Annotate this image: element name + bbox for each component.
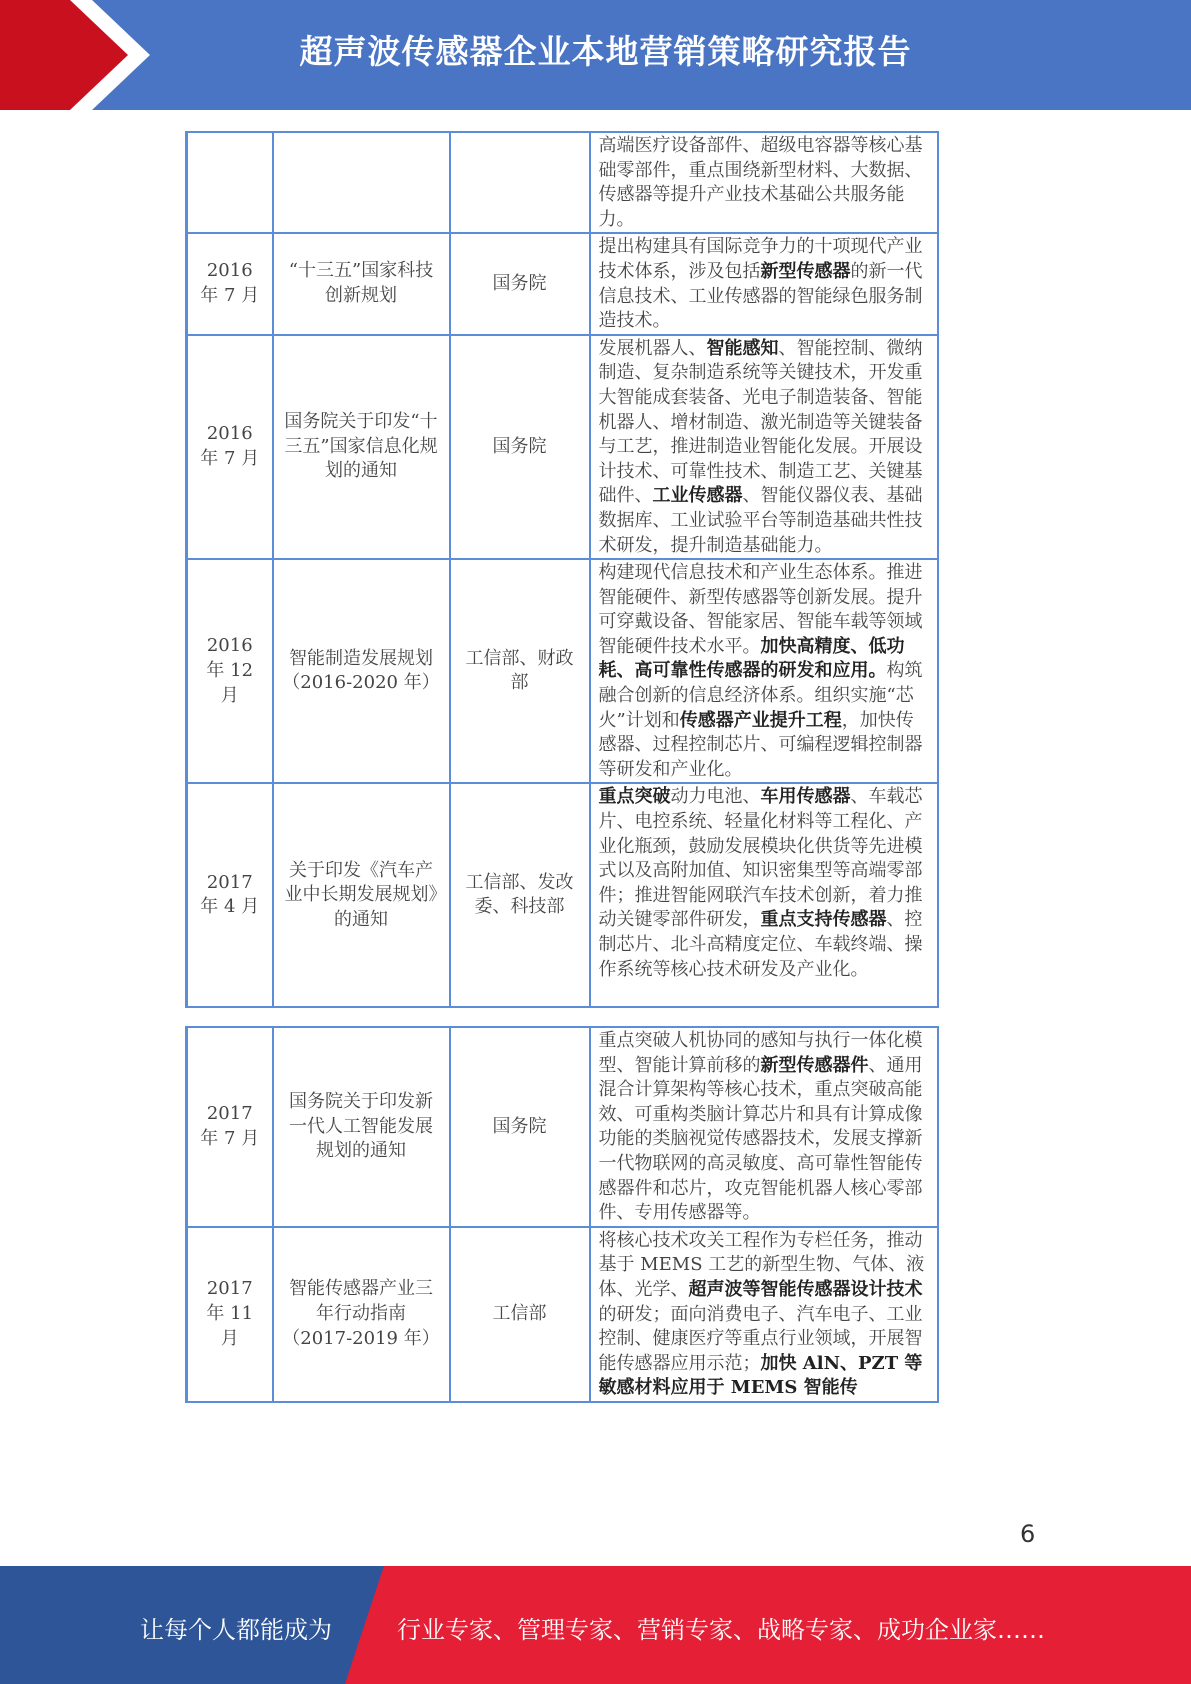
issuing-dept-cell: 国务院 (450, 335, 590, 559)
policy-name-cell: 智能传感器产业三年行动指南（2017-2019 年） (273, 1227, 450, 1402)
content-emphasis: 新型传感器件 (760, 1054, 869, 1076)
content-emphasis: 新型传感器 (760, 260, 851, 282)
content-text: 、通用混合计算架构等核心技术，重点突破高能效、可重构类脑计算芯片和具有计算成像功能的类脑视觉传感器技术，发展支撑新一代物联网的高灵敏度、高可靠性智能传感器件和芯片，攻克智能机器人核心零部件、专用传感器等。 (598, 1054, 923, 1224)
issuing-dept-cell: 工信部 (450, 1227, 590, 1402)
policy-name-cell: “十三五”国家科技创新规划 (273, 233, 450, 334)
page-number: 6 (1020, 1520, 1036, 1548)
issuing-dept-cell: 国务院 (450, 1027, 590, 1227)
content-emphasis: 加快高精度、低功耗、高可靠性传感器的研发和应用。 (598, 635, 905, 682)
issue-date-cell: 2016 年 12 月 (187, 559, 273, 783)
policy-row (187, 559, 938, 783)
content-emphasis: 超声波等智能传感器设计技术 (688, 1278, 923, 1300)
issue-date-cell: 2016 年 7 月 (187, 233, 273, 334)
content-emphasis: 车用传感器 (760, 786, 851, 808)
content-emphasis: 重点突破 (598, 786, 671, 808)
policy-table-body-2 (187, 1027, 938, 1402)
policy-content-cell (590, 335, 938, 559)
content-text: 构建现代信息技术和产业生态体系。推进智能硬件、新型传感器等创新发展。提升可穿戴设备、智能家居、智能车载等领域智能硬件技术水平。 (598, 562, 923, 657)
policy-row (187, 1027, 938, 1227)
policy-row (187, 132, 938, 233)
policy-table-part-1 (185, 131, 939, 1008)
content-emphasis: 工业传感器 (652, 485, 743, 507)
content-emphasis: 智能感知 (706, 337, 779, 359)
report-title: 超声波传感器企业本地营销策略研究报告 (299, 32, 912, 71)
issuing-dept-cell (450, 132, 590, 233)
content-text: 提出构建具有国际竞争力的十项现代产业技术体系，涉及包括 (598, 236, 923, 282)
policy-content-cell (590, 783, 938, 1007)
content-text: ，加快传感器、过程控制芯片、可编程逻辑控制器等研发和产业化。 (598, 709, 923, 780)
content-text: 的新一代信息技术、工业传感器的智能绿色服务制造技术。 (598, 260, 923, 332)
policy-name-cell: 智能制造发展规划（2016-2020 年） (273, 559, 450, 783)
policy-name-cell: 关于印发《汽车产业中长期发展规划》的通知 (273, 783, 450, 1007)
content-emphasis: 传感器产业提升工程 (679, 709, 842, 731)
content-text: 、控制芯片、北斗高精度定位、车载终端、操作系统等核心技术研发及产业化。 (598, 909, 923, 980)
content-text: 、智能仪器仪表、基础数据库、工业试验平台等制造基础共性技术研发，提升制造基础能力。 (598, 485, 923, 556)
policy-row (187, 783, 938, 1007)
content-emphasis: 重点支持传感器 (760, 909, 887, 931)
content-text: 发展机器人、 (598, 337, 707, 359)
policy-name-cell: 国务院关于印发新一代人工智能发展规划的通知 (273, 1027, 450, 1227)
content-text: 重点突破人机协同的感知与执行一体化模型、智能计算前移的 (598, 1030, 923, 1076)
content-emphasis: 加快 AlN、PZT 等敏感材料应用于 MEMS 智能传 (598, 1352, 923, 1399)
policy-name-cell (273, 132, 450, 233)
issue-date-cell: 2017 年 11 月 (187, 1227, 273, 1402)
content-text: 构筑融合创新的信息经济体系。组织实施“芯火”计划和 (598, 660, 923, 731)
policy-table-part-2 (185, 1026, 939, 1403)
footer-slogan-left: 让每个人都能成为 (140, 1616, 332, 1644)
policy-name-cell: 国务院关于印发“十三五”国家信息化规划的通知 (273, 335, 450, 559)
issuing-dept-cell: 工信部、财政部 (450, 559, 590, 783)
policy-content-cell (590, 233, 938, 334)
content-text: 将核心技术攻关工程作为专栏任务，推动基于 MEMS 工艺的新型生物、气体、液体、光学、 (598, 1229, 925, 1300)
policy-content-cell (590, 559, 938, 783)
content-text: 、智能控制、微纳制造、复杂制造系统等关键技术，开发重大智能成套装备、光电子制造装备、智能机器人、增材制造、激光制造等关键装备与工艺，推进制造业智能化发展。开展设计技术、可靠性技术、制造工艺、关键基础件、 (598, 337, 923, 507)
page-footer (0, 1566, 1191, 1684)
issue-date-cell: 2017 年 4 月 (187, 783, 273, 1007)
policy-row (187, 233, 938, 334)
content-text: 的研发；面向消费电子、汽车电子、工业控制、健康医疗等重点行业领域，开展智能传感器应用示范； (598, 1303, 923, 1374)
policy-row (187, 1227, 938, 1402)
issue-date-cell (187, 132, 273, 233)
issuing-dept-cell: 国务院 (450, 233, 590, 334)
policy-content-cell (590, 132, 938, 233)
content-text: 、车载芯片、电控系统、轻量化材料等工程化、产业化瓶颈，鼓励发展模块化供货等先进模式以及高附加值、知识密集型等高端零部件；推进智能网联汽车技术创新，着力推动关键零部件研发， (598, 786, 923, 931)
issue-date-cell: 2016 年 7 月 (187, 335, 273, 559)
issuing-dept-cell: 工信部、发改委、科技部 (450, 783, 590, 1007)
content-text: 动力电池、 (670, 786, 761, 808)
policy-row (187, 335, 938, 559)
page-header (0, 0, 1191, 110)
policy-content-cell (590, 1027, 938, 1227)
content-text: 高端医疗设备部件、超级电容器等核心基础零部件，重点围绕新型材料、大数据、传感器等提升产业技术基础公共服务能力。 (598, 135, 923, 230)
policy-table-body-1 (187, 132, 938, 1007)
policy-content-cell (590, 1227, 938, 1402)
issue-date-cell: 2017 年 7 月 (187, 1027, 273, 1227)
footer-slogan-right: 行业专家、管理专家、营销专家、战略专家、成功企业家…… (397, 1616, 1045, 1644)
